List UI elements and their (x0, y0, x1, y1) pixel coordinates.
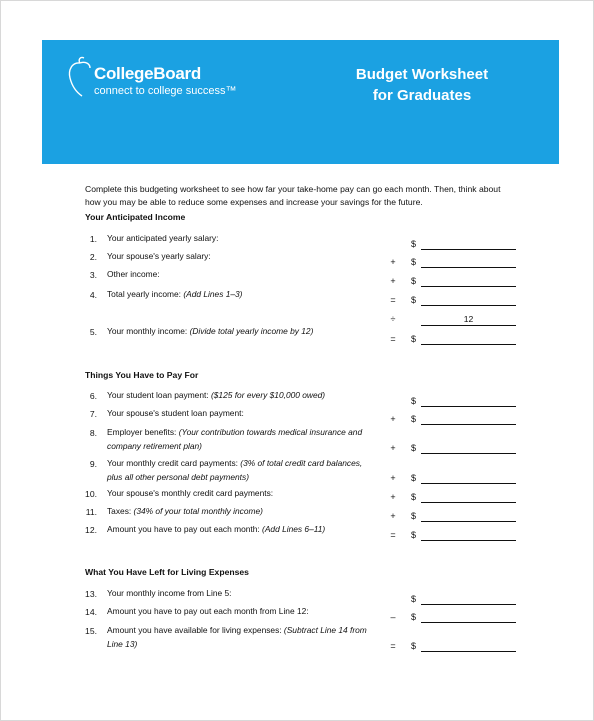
amount-field-line-5[interactable] (421, 344, 516, 345)
amount-field-line-8[interactable] (421, 453, 516, 454)
line-label: Your monthly credit card payments: (3% of total credit card balances, plus all other personal debt payments) (107, 458, 363, 482)
brand-name: CollegeBoard (94, 64, 201, 83)
line-number: 6. (89, 391, 97, 401)
operator: = (390, 641, 396, 651)
amount-field-line-4[interactable] (421, 305, 516, 306)
line-label: Your monthly income: (Divide total yearly income by 12) (107, 326, 314, 336)
line-number: 2. (89, 252, 97, 262)
section-heading: What You Have Left for Living Expenses (85, 567, 249, 577)
currency-symbol: $ (411, 276, 417, 286)
line-label: Your monthly income from Line 5: (107, 588, 232, 598)
amount-field-line-7[interactable] (421, 424, 516, 425)
line-number: 10. (85, 489, 97, 499)
operator: = (390, 530, 396, 540)
currency-symbol: $ (411, 334, 417, 344)
divisor-line (421, 325, 516, 326)
line-label: Employer benefits: (Your contribution towards medical insurance and company retirement plan) (107, 427, 363, 451)
amount-field-line-2[interactable] (421, 267, 516, 268)
amount-field-line-3[interactable] (421, 286, 516, 287)
section-heading: Things You Have to Pay For (85, 370, 199, 380)
operator: + (390, 473, 396, 483)
amount-field-line-9[interactable] (421, 483, 516, 484)
currency-symbol: $ (411, 295, 417, 305)
line-label: Your spouse's yearly salary: (107, 251, 211, 261)
currency-symbol: $ (411, 473, 417, 483)
brand-tagline: connect to college success™ (94, 85, 237, 97)
currency-symbol: $ (411, 612, 417, 622)
intro-paragraph: Complete this budgeting worksheet to see how far your take-home pay can go each month. Then, think about how you may be able to reduce some expenses and increase your savings for the future. (85, 184, 501, 207)
line-label: Amount you have to pay out each month: (Add Lines 6–11) (107, 524, 326, 534)
line-number: 4. (89, 290, 97, 300)
line-label: Amount you have available for living expenses: (Subtract Line 14 from Line 13) (107, 625, 367, 649)
line-number: 13. (85, 589, 97, 599)
line-label: Amount you have to pay out each month from Line 12: (107, 606, 309, 616)
operator: ÷ (390, 314, 396, 324)
operator: + (390, 257, 396, 267)
line-label: Your spouse's monthly credit card payments: (107, 488, 274, 498)
line-number: 1. (89, 234, 97, 244)
currency-symbol: $ (411, 530, 417, 540)
document-title (332, 64, 512, 106)
operator: = (390, 334, 396, 344)
currency-symbol: $ (411, 492, 417, 502)
amount-field-line-15[interactable] (421, 651, 516, 652)
amount-field-line-12[interactable] (421, 540, 516, 541)
amount-field-line-14[interactable] (421, 622, 516, 623)
line-number: 12. (85, 525, 97, 535)
title-line-2: for Graduates (372, 87, 472, 104)
line-label: Taxes: (34% of your total monthly income) (107, 506, 263, 516)
line-label: Your anticipated yearly salary: (107, 233, 219, 243)
line-number: 3. (89, 270, 97, 280)
line-number: 14. (85, 607, 97, 617)
header-banner (42, 40, 559, 164)
line-label: Total yearly income: (Add Lines 1–3) (107, 289, 243, 299)
line-number: 7. (89, 409, 97, 419)
currency-symbol: $ (411, 641, 417, 651)
currency-symbol: $ (411, 511, 417, 521)
line-number: 11. (85, 507, 97, 517)
currency-symbol: $ (411, 594, 417, 604)
operator: + (390, 414, 396, 424)
operator: + (390, 443, 396, 453)
line-number: 15. (85, 626, 97, 636)
line-number: 9. (89, 459, 97, 469)
line-label: Your spouse's student loan payment: (107, 408, 244, 418)
operator: + (390, 492, 396, 502)
operator: = (390, 295, 396, 305)
line-label: Your student loan payment: ($125 for every $10,000 owed) (107, 390, 326, 400)
amount-field-line-10[interactable] (421, 502, 516, 503)
currency-symbol: $ (411, 396, 417, 406)
operator: – (390, 612, 396, 622)
currency-symbol: $ (411, 443, 417, 453)
acorn-logo-icon (66, 52, 96, 98)
currency-symbol: $ (411, 414, 417, 424)
operator: + (390, 511, 396, 521)
amount-field-line-6[interactable] (421, 406, 516, 407)
amount-field-line-1[interactable] (421, 249, 516, 250)
currency-symbol: $ (411, 257, 417, 267)
title-line-1: Budget Worksheet (355, 66, 489, 83)
line-number: 5. (89, 327, 97, 337)
currency-symbol: $ (411, 239, 417, 249)
line-number: 8. (89, 428, 97, 438)
section-heading: Your Anticipated Income (85, 212, 186, 222)
amount-field-line-13[interactable] (421, 604, 516, 605)
line-label: Other income: (107, 269, 160, 279)
operator: + (390, 276, 396, 286)
amount-field-line-11[interactable] (421, 521, 516, 522)
divisor-value: 12 (463, 314, 474, 324)
